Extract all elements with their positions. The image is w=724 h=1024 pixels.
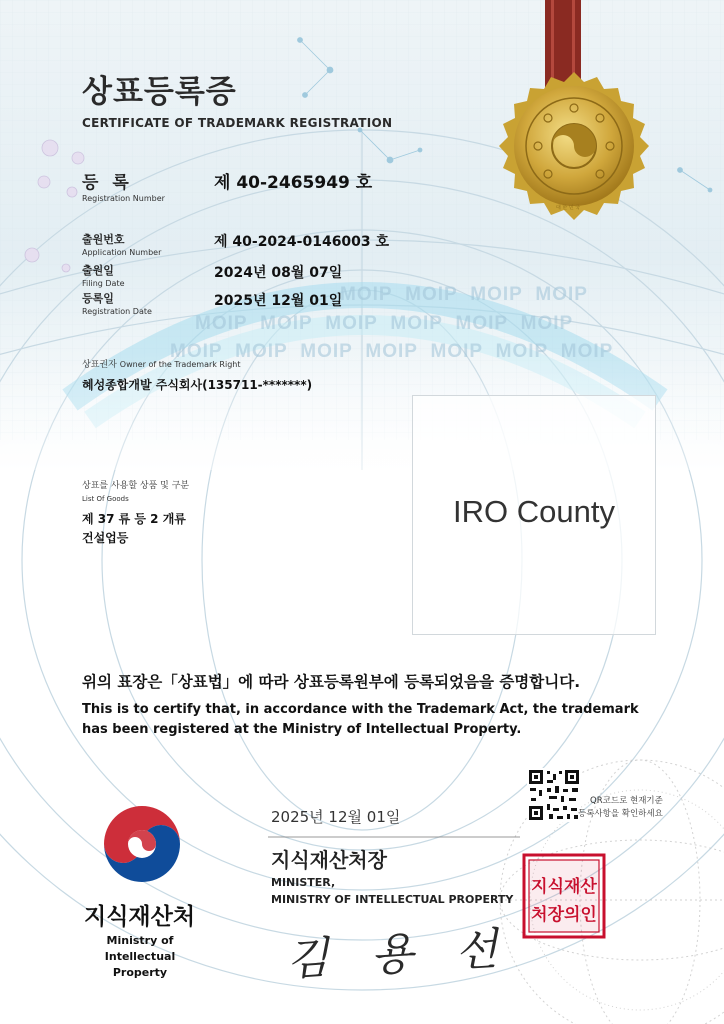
minister-signature: 김 용 선 xyxy=(285,923,513,986)
issue-date: 2025년 12월 01일 xyxy=(271,808,401,826)
minister-title-ko: 지식재산처장 xyxy=(271,848,387,872)
registration-date-label-en: Registration Date xyxy=(82,307,152,316)
minister-en-line1: MINISTER, xyxy=(271,876,336,889)
certification-en-line2: has been registered at the Ministry of Intellectual Property. xyxy=(82,722,522,737)
filing-label-ko: 출원일 xyxy=(82,264,114,277)
title-korean: 상표등록증 xyxy=(82,74,237,110)
application-label-en: Application Number xyxy=(82,248,162,257)
owner-label-en: Owner of the Trademark Right xyxy=(119,360,241,369)
owner-name: 혜성종합개발 주식회사(135711-*******) xyxy=(82,378,313,392)
certification-ko: 위의 표장은「상표법」에 따라 상표등록원부에 등록되었음을 증명합니다. xyxy=(82,673,581,691)
minister-title-en xyxy=(271,874,513,908)
registration-date: 2025년 12월 01일 xyxy=(214,293,343,309)
filing-date: 2024년 08월 07일 xyxy=(214,265,343,281)
registration-label-en: Registration Number xyxy=(82,194,165,203)
ministry-name-ko: 지식재산처 xyxy=(84,904,196,930)
ministry-emblem-icon xyxy=(98,800,186,888)
official-stamp xyxy=(521,852,607,940)
seal-text: 대 한 민 국 xyxy=(556,205,581,211)
goods-label-ko: 상표를 사용할 상품 및 구분 xyxy=(82,481,190,491)
goods-class: 제 37 류 등 2 개류 xyxy=(82,512,186,526)
watermark-row: MOIP MOIP MOIP MOIP MOIP MOIP xyxy=(195,313,574,334)
goods-label-en: List Of Goods xyxy=(82,495,129,503)
certification-en xyxy=(82,700,682,740)
stamp-text-line1: 지식재산 xyxy=(531,877,597,897)
registration-number: 제 40-2465949 호 xyxy=(214,173,373,193)
qr-note xyxy=(578,795,663,821)
owner-label xyxy=(82,357,241,370)
watermark-row: MOIP MOIP MOIP MOIP xyxy=(340,284,588,305)
ministry-en-line2: Intellectual Property xyxy=(104,950,176,979)
ministry-en-line1: Ministry of xyxy=(106,934,174,947)
application-label-ko: 출원번호 xyxy=(82,233,125,246)
qr-code-icon[interactable] xyxy=(527,768,581,822)
registration-date-label-ko: 등록일 xyxy=(82,292,114,305)
owner-label-ko: 상표권자 xyxy=(82,360,117,370)
qr-note-line1: QR코드로 현재기준 xyxy=(590,796,663,806)
ministry-name-en xyxy=(76,933,204,981)
title-english: CERTIFICATE OF TRADEMARK REGISTRATION xyxy=(82,116,393,130)
application-number: 제 40-2024-0146003 호 xyxy=(214,234,390,250)
minister-en-line2: MINISTRY OF INTELLECTUAL PROPERTY xyxy=(271,893,514,906)
watermark-row: MOIP MOIP MOIP MOIP MOIP MOIP MOIP xyxy=(170,341,614,362)
certification-en-line1: This is to certify that, in accordance with the Trademark Act, the trademark xyxy=(82,702,639,717)
trademark-text: IRO County xyxy=(453,494,615,529)
filing-label-en: Filing Date xyxy=(82,279,125,288)
stamp-text-line2: 처장의인 xyxy=(531,905,597,925)
goods-item: 건설업등 xyxy=(82,531,129,545)
registration-label-ko: 등 록 xyxy=(82,173,133,193)
qr-note-line2: 등록사항을 확인하세요 xyxy=(578,809,663,819)
